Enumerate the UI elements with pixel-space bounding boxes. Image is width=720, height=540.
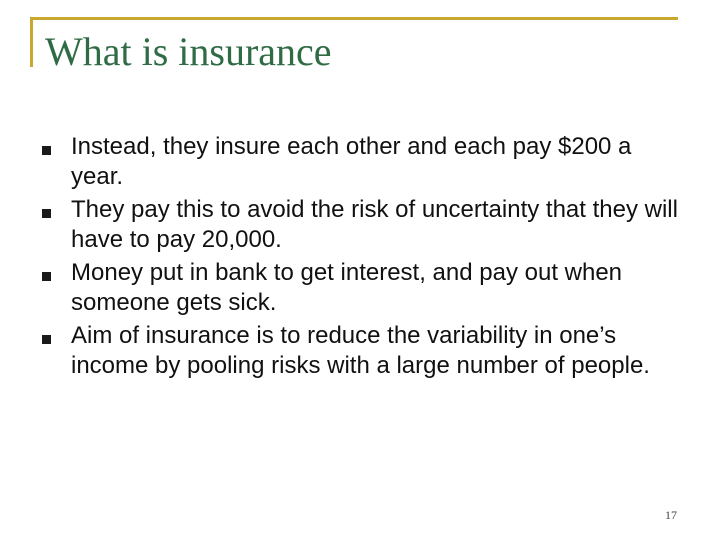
bullet-item xyxy=(42,132,687,192)
bullet-square-icon xyxy=(42,146,51,155)
slide-title: What is insurance xyxy=(45,29,332,74)
bullet-text: They pay this to avoid the risk of uncertainty that they will have to pay 20,000. xyxy=(71,196,678,253)
bullet-text: Aim of insurance is to reduce the variability in one’s income by pooling risks with a large number of people. xyxy=(71,322,650,379)
bullet-text: Money put in bank to get interest, and pay out when someone gets sick. xyxy=(71,259,623,316)
bullet-square-icon xyxy=(42,209,51,218)
bullet-list xyxy=(42,132,687,384)
bullet-item xyxy=(42,258,687,318)
title-frame-left-rule xyxy=(30,17,33,67)
bullet-item xyxy=(42,195,687,255)
bullet-square-icon xyxy=(42,272,51,281)
bullet-item xyxy=(42,321,687,381)
bullet-square-icon xyxy=(42,335,51,344)
bullet-text: Instead, they insure each other and each pay $200 a year. xyxy=(71,133,632,190)
title-frame-top-rule xyxy=(30,17,678,20)
page-number: 17 xyxy=(665,508,677,522)
